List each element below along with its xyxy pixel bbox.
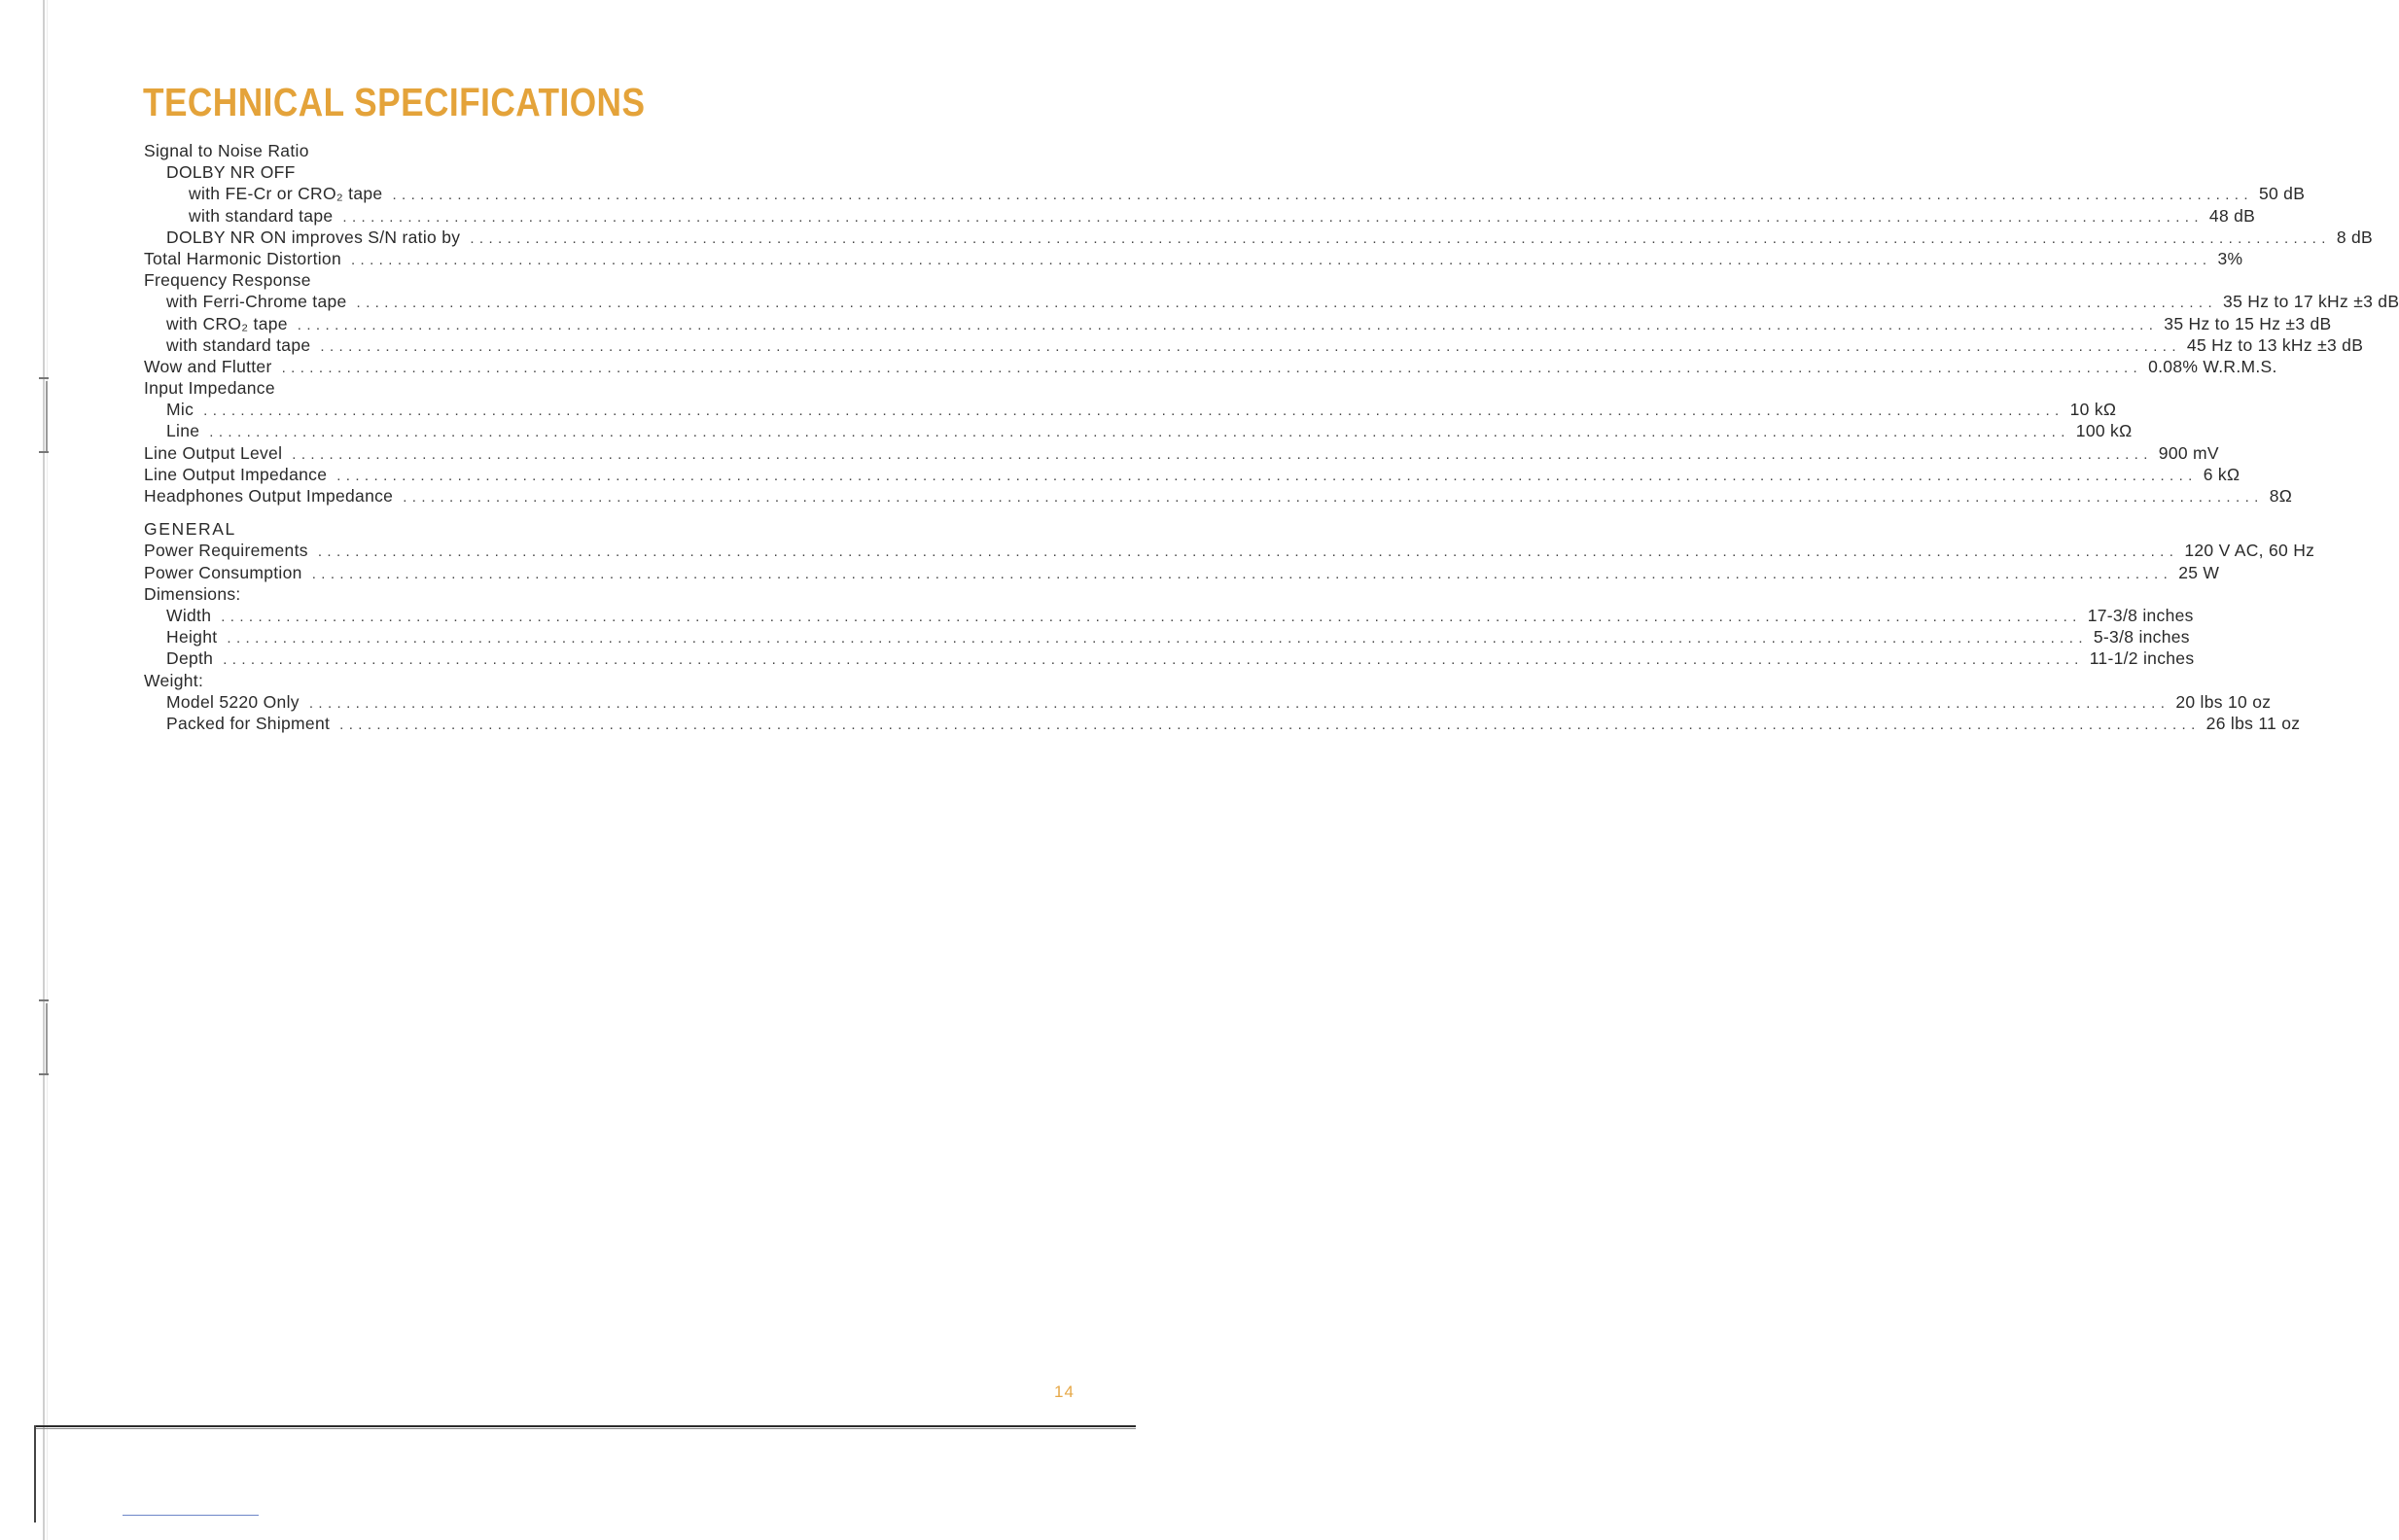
spec-label: Depth <box>166 648 214 669</box>
dot-leader: ........................................................................................................................................................................................................ <box>356 295 2218 312</box>
binding-mark <box>46 1003 48 1073</box>
spec-label: Line Output Impedance <box>144 464 328 484</box>
dot-leader: ........................................................................................................................................................................................................ <box>227 630 2088 648</box>
spec-label: Total Harmonic Distortion <box>144 248 341 268</box>
spec-value: 17-3/8 inches <box>2087 605 2194 625</box>
bottom-rule-shadow <box>35 1428 1136 1429</box>
spec-row <box>144 605 2194 626</box>
spec-value: 50 dB <box>2258 184 2306 204</box>
dot-leader: ........................................................................................................................................................................................................ <box>297 316 2159 333</box>
spec-label: Mic <box>166 400 194 420</box>
page-title: TECHNICAL SPECIFICATIONS <box>143 80 646 124</box>
spec-value: 0.08% W.R.M.S. <box>2148 356 2277 376</box>
spec-value: 48 dB <box>2208 205 2256 226</box>
spec-label: with CRO₂ tape <box>166 313 288 333</box>
spec-value: 8Ω <box>2269 486 2293 506</box>
dot-leader: ........................................................................................................................................................................................................ <box>311 565 2173 582</box>
spec-label: Frequency Response <box>144 270 311 291</box>
spec-value: 45 Hz to 13 kHz ±3 dB <box>2186 334 2364 355</box>
page-corner-edge <box>34 1425 36 1522</box>
spec-value: 900 mV <box>2158 442 2219 463</box>
dot-leader: ........................................................................................................................................................................................................ <box>392 187 2253 204</box>
spec-row <box>144 205 2256 227</box>
spec-row <box>144 183 2306 204</box>
dot-leader: ........................................................................................................................................................................................................ <box>403 489 2264 506</box>
spec-group-heading <box>144 377 1074 399</box>
spec-label: Width <box>166 605 212 625</box>
spec-row <box>144 648 2195 669</box>
spec-group-heading <box>144 670 1074 691</box>
dot-leader: ........................................................................................................................................................................................................ <box>350 251 2212 268</box>
dot-leader: ........................................................................................................................................................................................................ <box>209 424 2070 441</box>
dot-leader: ........................................................................................................................................................................................................ <box>317 543 2179 561</box>
binding-mark <box>39 377 49 379</box>
spec-label: Line <box>166 421 200 441</box>
spec-row <box>144 334 2364 356</box>
dot-leader: ........................................................................................................................................................................................................ <box>470 229 2331 247</box>
spec-label: with Ferri-Chrome tape <box>166 292 347 312</box>
spec-label: Signal to Noise Ratio <box>144 141 309 160</box>
spec-value: 11-1/2 inches <box>2089 648 2195 669</box>
binding-edge-shadow <box>47 0 48 1540</box>
dot-leader: ........................................................................................................................................................................................................ <box>223 651 2084 669</box>
spec-row <box>144 626 2190 648</box>
spec-value: 26 lbs 11 oz <box>2205 713 2301 733</box>
dot-leader: ........................................................................................................................................................................................................ <box>320 337 2181 355</box>
spec-value: 6 kΩ <box>2203 464 2240 484</box>
spec-group-heading <box>144 161 1074 183</box>
dot-leader: ........................................................................................................................................................................................................ <box>203 402 2064 420</box>
dot-leader: ........................................................................................................................................................................................................ <box>336 467 2198 484</box>
binding-mark <box>39 1073 49 1075</box>
spec-value: 25 W <box>2178 562 2220 582</box>
spec-row <box>144 313 2332 334</box>
spec-value: 3% <box>2217 248 2243 268</box>
binding-mark <box>39 451 49 453</box>
spec-row <box>144 464 2240 485</box>
spec-group-heading <box>144 140 1074 161</box>
spec-label: Height <box>166 627 218 648</box>
spec-row <box>144 399 2117 420</box>
dot-leader: ........................................................................................................................................................................................................ <box>308 694 2170 712</box>
page-number: 14 <box>1054 1382 1075 1401</box>
spec-label: DOLBY NR ON improves S/N ratio by <box>166 227 461 247</box>
dot-leader: ........................................................................................................................................................................................................ <box>281 359 2143 376</box>
binding-mark <box>39 999 49 1001</box>
spec-value: 35 Hz to 15 Hz ±3 dB <box>2164 313 2332 333</box>
spec-label: with standard tape <box>166 334 311 355</box>
bottom-rule <box>35 1425 1136 1427</box>
spec-group-heading <box>144 583 1074 605</box>
binding-edge-line <box>43 0 45 1540</box>
spec-value: 8 dB <box>2336 227 2374 247</box>
spec-row <box>144 356 2277 377</box>
spec-row <box>144 485 2293 507</box>
spec-row <box>144 248 2243 269</box>
spec-row <box>144 227 2374 248</box>
spec-value: 10 kΩ <box>2069 400 2117 420</box>
scan-mark-line <box>123 1515 259 1516</box>
spec-row <box>144 713 2301 734</box>
spec-group-heading <box>144 269 1074 291</box>
spec-row <box>144 291 2399 312</box>
spec-value: 120 V AC, 60 Hz <box>2184 541 2315 561</box>
spec-label: Power Requirements <box>144 541 308 561</box>
spec-label: Headphones Output Impedance <box>144 486 394 506</box>
dot-leader: ........................................................................................................................................................................................................ <box>292 445 2153 463</box>
spec-row <box>144 562 2220 583</box>
spec-label: Line Output Level <box>144 442 283 463</box>
spec-label: Input Impedance <box>144 378 275 399</box>
spec-label: Packed for Shipment <box>166 713 331 733</box>
spec-row <box>144 442 2219 464</box>
general-section-heading: GENERAL <box>144 519 236 540</box>
spec-value: 35 Hz to 17 kHz ±3 dB <box>2223 292 2399 312</box>
binding-mark <box>46 381 48 453</box>
spec-row <box>144 691 2272 713</box>
spec-value: 20 lbs 10 oz <box>2175 691 2272 712</box>
spec-table <box>144 140 2399 734</box>
dot-leader: ........................................................................................................................................................................................................ <box>339 716 2201 733</box>
dot-leader: ........................................................................................................................................................................................................ <box>221 608 2082 625</box>
spec-label: Weight: <box>144 670 204 690</box>
spec-label: Power Consumption <box>144 562 302 582</box>
spec-label: with standard tape <box>189 205 334 226</box>
spec-row <box>144 540 2315 561</box>
spec-value: 5-3/8 inches <box>2093 627 2190 648</box>
spec-value: 100 kΩ <box>2075 421 2133 441</box>
spec-label: Model 5220 Only <box>166 691 300 712</box>
dot-leader: ........................................................................................................................................................................................................ <box>342 208 2204 226</box>
spec-label: Wow and Flutter <box>144 356 272 376</box>
spec-label: DOLBY NR OFF <box>166 162 296 183</box>
spec-label: Dimensions: <box>144 583 241 604</box>
spec-label: with FE-Cr or CRO₂ tape <box>189 184 383 204</box>
spec-row <box>144 420 2133 441</box>
